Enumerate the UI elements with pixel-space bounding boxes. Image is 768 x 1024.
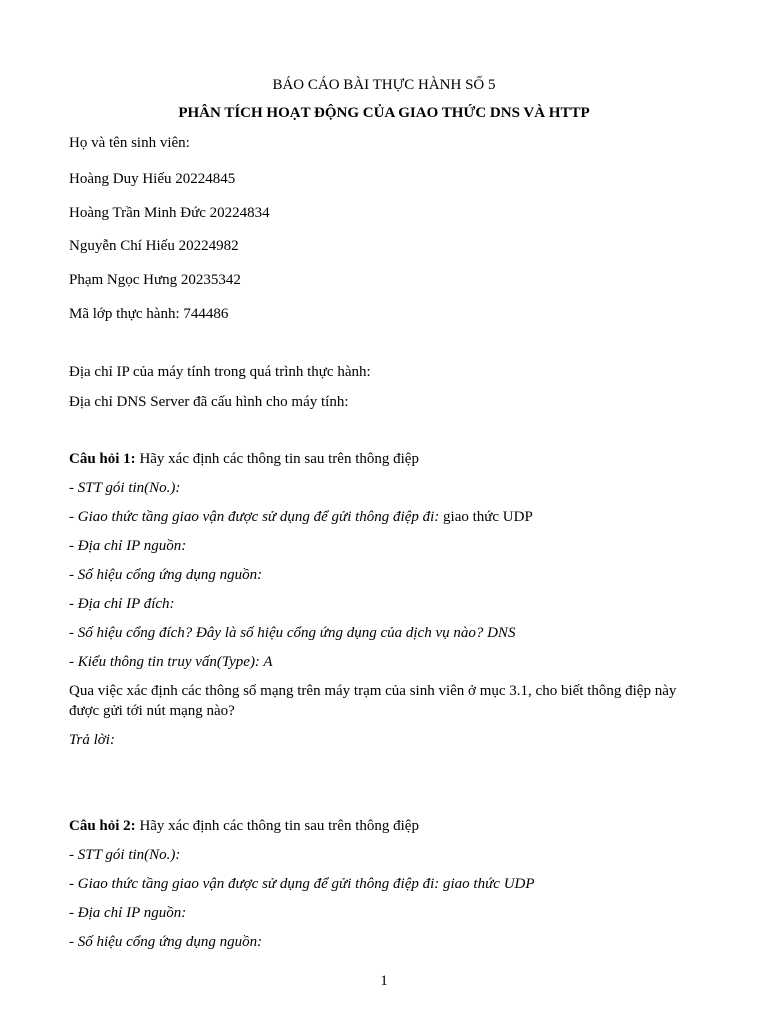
students-label: Họ và tên sinh viên: bbox=[69, 135, 190, 151]
q1-answer-label: Trả lời: bbox=[69, 732, 115, 748]
q1-protocol-label: - Giao thức tầng giao vận được sử dụng để gửi thông điệp đi: bbox=[69, 509, 440, 525]
question-2-heading bbox=[69, 816, 419, 836]
student-member-4: Phạm Ngọc Hưng 20235342 bbox=[69, 272, 241, 288]
q2-transport-protocol: - Giao thức tầng giao vận được sử dụng để gửi thông điệp đi: giao thức UDP bbox=[69, 876, 535, 892]
question-1-label: Câu hỏi 1: bbox=[69, 451, 136, 467]
student-member-2: Hoàng Trần Minh Đức 20224834 bbox=[69, 205, 270, 221]
report-subtitle: PHÂN TÍCH HOẠT ĐỘNG CỦA GIAO THỨC DNS VÀ HTTP bbox=[178, 105, 590, 121]
q1-protocol-answer: giao thức UDP bbox=[439, 509, 533, 525]
student-member-3: Nguyễn Chí Hiếu 20224982 bbox=[69, 238, 239, 254]
question-2-label: Câu hỏi 2: bbox=[69, 818, 136, 834]
q1-transport-protocol bbox=[69, 507, 533, 527]
q1-packet-number: - STT gói tin(No.): bbox=[69, 480, 181, 496]
report-title: BÁO CÁO BÀI THỰC HÀNH SỐ 5 bbox=[272, 77, 496, 93]
q1-query-type: - Kiểu thông tin truy vấn(Type): A bbox=[69, 654, 273, 670]
q1-source-ip: - Địa chỉ IP nguồn: bbox=[69, 538, 187, 554]
question-1-prompt: Hãy xác định các thông tin sau trên thông điệp bbox=[135, 451, 419, 467]
q1-destination-ip: - Địa chỉ IP đích: bbox=[69, 596, 175, 612]
question-1-heading bbox=[69, 449, 419, 469]
class-code: Mã lớp thực hành: 744486 bbox=[69, 306, 229, 322]
q1-destination-port: - Số hiệu cổng đích? Đây là số hiệu cổng ứng dụng của dịch vụ nào? DNS bbox=[69, 625, 516, 641]
q1-source-port: - Số hiệu cổng ứng dụng nguồn: bbox=[69, 567, 263, 583]
q2-packet-number: - STT gói tin(No.): bbox=[69, 847, 181, 863]
page-number: 1 bbox=[380, 973, 388, 989]
q1-question-text: Qua việc xác định các thông số mạng trên máy trạm của sinh viên ở mục 3.1, cho biết thông điệp này được gửi tới nút mạng nào? bbox=[69, 683, 677, 719]
student-member-1: Hoàng Duy Hiếu 20224845 bbox=[69, 171, 236, 187]
q2-source-ip: - Địa chỉ IP nguồn: bbox=[69, 905, 187, 921]
dns-server-label: Địa chỉ DNS Server đã cấu hình cho máy tính: bbox=[69, 394, 349, 410]
question-2-prompt: Hãy xác định các thông tin sau trên thông điệp bbox=[135, 818, 419, 834]
ip-address-label: Địa chỉ IP của máy tính trong quá trình thực hành: bbox=[69, 364, 371, 380]
q2-source-port: - Số hiệu cổng ứng dụng nguồn: bbox=[69, 934, 263, 950]
